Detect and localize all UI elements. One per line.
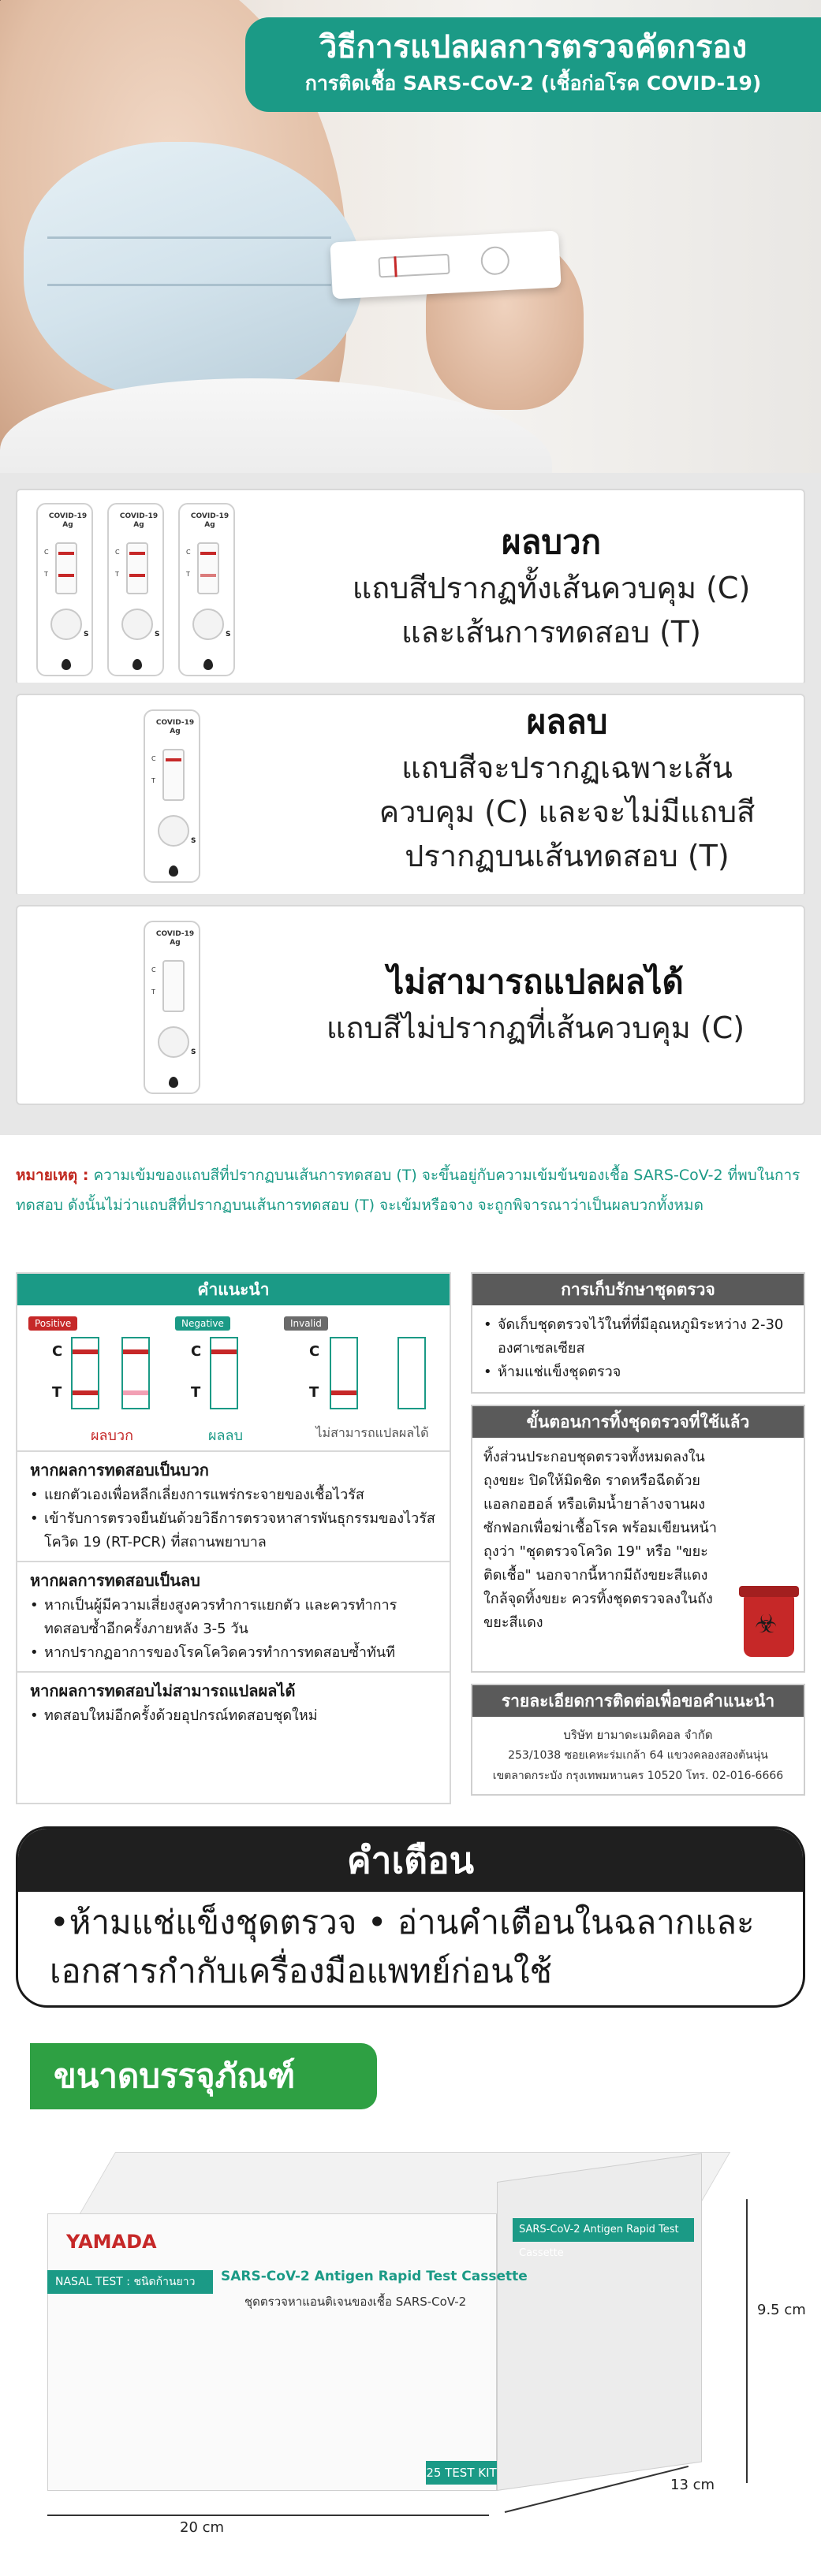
- strip-positive: [71, 1337, 99, 1409]
- negative-advice: [17, 1562, 450, 1673]
- negative-text: [346, 698, 788, 878]
- cassette-window: [162, 960, 185, 1012]
- sample-well: [158, 815, 189, 847]
- storage-item: • จัดเก็บชุดตรวจไว้ในที่ที่มีอุณหภูมิระหว่าง 2-30 องศาเซลเซียส: [483, 1313, 793, 1361]
- drop-icon: [203, 659, 213, 670]
- control-line: [166, 758, 181, 761]
- control-line: [58, 552, 74, 555]
- result-panels: [16, 489, 805, 1113]
- s-mark: S: [84, 631, 89, 638]
- t-mark: T: [44, 571, 48, 578]
- warning-heading: คำเตือน: [18, 1829, 803, 1892]
- storage-box: [471, 1272, 805, 1394]
- c-mark: C: [115, 549, 120, 556]
- storage-item: • ห้ามแช่แข็งชุดตรวจ: [483, 1361, 793, 1384]
- cassette-window: [162, 749, 185, 801]
- width-dimension: 20 cm: [180, 2519, 225, 2536]
- c-mark: C: [52, 1343, 63, 1360]
- test-line: [58, 574, 74, 577]
- positive-line: แถบสีปรากฏทั้งเส้นควบคุม (C): [352, 571, 751, 605]
- negative-line: ปรากฏบนเส้นทดสอบ (T): [405, 839, 730, 873]
- cassette-positive-3: [178, 503, 235, 676]
- contact-box: [471, 1684, 805, 1796]
- control-line: [211, 1349, 237, 1354]
- cassette-label: COVID-19 Ag: [155, 930, 195, 947]
- negative-title: ผลลบ: [526, 702, 608, 741]
- advice-item: • หากเป็นผู้มีความเสี่ยงสูงควรทำการแยกตัว และควรทำการทดสอบซ้ำอีกครั้งภายหลัง 3-5 วัน: [30, 1594, 437, 1641]
- sample-well: [50, 609, 82, 640]
- advice-title: หากผลการทดสอบเป็นบวก: [30, 1461, 209, 1480]
- negative-line: แถบสีจะปรากฏเฉพาะเส้น: [401, 750, 733, 785]
- depth-dimension: 13 cm: [670, 2477, 715, 2493]
- width-dimension-line: [47, 2515, 489, 2516]
- warning-line: •ห้ามแช่แข็งชุดตรวจ • อ่านคำเตือนในฉลากและ: [50, 1903, 755, 1941]
- warning-body: [18, 1892, 803, 2002]
- positive-tag: Positive: [28, 1316, 77, 1331]
- cassette-window: [126, 542, 148, 594]
- positive-label: ผลบวก: [90, 1428, 133, 1444]
- invalid-text: [283, 959, 788, 1050]
- cassette-positive-1: [36, 503, 93, 676]
- invalid-title: ไม่สามารถแปลผลได้: [387, 962, 684, 1001]
- note-prefix: หมายเหตุ :: [16, 1167, 89, 1184]
- guide-box: [16, 1272, 451, 1804]
- company-name: บริษัท ยามาดะเมดิคอล จำกัด: [563, 1728, 713, 1742]
- mask-fold: [47, 284, 331, 286]
- strip-positive-faint: [121, 1337, 150, 1409]
- test-line: [200, 574, 216, 577]
- nasal-badge: NASAL TEST : ชนิดก้านยาว: [47, 2270, 213, 2294]
- positive-title: ผลบวก: [501, 523, 602, 561]
- cassette-window: [197, 542, 219, 594]
- disposal-text: ทิ้งส่วนประกอบชุดตรวจทั้งหมดลงในถุงขยะ ปิดให้มิดชิด ราดหรือฉีดด้วยแอลกอฮอล์ หรือเติมน้ำยาล้างจานผงซักฟอกเพื่อฆ่าเชื้อโรค พร้อมเขียนหน้าถุงว่า "ชุดตรวจโควิด 19" หรือ "ขยะติดเชื้อ" นอกจากนี้หากมีถังขยะสีแดงใกล้จุดทิ้งขยะ ควรทิ้งชุดตรวจลงในถังขยะสีแดง: [483, 1449, 717, 1631]
- invalid-panel: [16, 905, 805, 1105]
- height-dimension-line: [746, 2199, 748, 2483]
- positive-line: และเส้นการทดสอบ (T): [401, 615, 701, 650]
- c-mark: C: [309, 1343, 320, 1360]
- positive-text: [315, 519, 788, 654]
- advice-item: • หากปรากฏอาการของโรคโควิดควรทำการทดสอบซ้ำทันที: [30, 1641, 437, 1665]
- t-mark: T: [151, 777, 155, 784]
- negative-tag: Negative: [175, 1316, 230, 1331]
- product-subtitle: ชุดตรวจหาแอนติเจนของเชื้อ SARS-CoV-2: [244, 2295, 467, 2309]
- s-mark: S: [226, 631, 231, 638]
- test-count-badge: 25 TEST KIT: [426, 2461, 497, 2485]
- c-mark: C: [151, 966, 156, 973]
- t-mark: T: [151, 988, 155, 996]
- control-line: [129, 552, 145, 555]
- test-line: [73, 1390, 98, 1395]
- package-box: [47, 2152, 726, 2491]
- box-front: [47, 2213, 497, 2491]
- s-mark: S: [191, 837, 196, 845]
- height-dimension: 9.5 cm: [757, 2302, 806, 2318]
- mask-fold: [47, 236, 331, 239]
- warning-line: เอกสารกำกับเครื่องมือแพทย์ก่อนใช้: [50, 1952, 552, 1990]
- contact-heading: รายละเอียดการติดต่อเพื่อขอคำแนะนำ: [472, 1685, 804, 1717]
- box-side: [497, 2153, 702, 2491]
- invalid-line: แถบสีไม่ปรากฏที่เส้นควบคุม (C): [326, 1011, 745, 1045]
- strip-invalid-2: [397, 1337, 426, 1409]
- t-mark: T: [191, 1384, 201, 1401]
- cassette-label: COVID-19 Ag: [48, 512, 88, 529]
- cassette-window: [55, 542, 77, 594]
- strip-negative: [210, 1337, 238, 1409]
- test-line: [331, 1390, 356, 1395]
- c-mark: C: [44, 549, 49, 556]
- page-subtitle: การติดเชื้อ SARS-CoV-2 (เชื้อก่อโรค COVID-19): [304, 72, 762, 95]
- s-mark: S: [191, 1048, 196, 1056]
- t-mark: T: [115, 571, 119, 578]
- drop-icon: [169, 865, 178, 877]
- sample-well: [121, 609, 153, 640]
- advice-item: • แยกตัวเองเพื่อหลีกเลี่ยงการแพร่กระจายของเชื้อไวรัส: [30, 1483, 437, 1507]
- contact-body: [472, 1717, 804, 1794]
- positive-advice: [17, 1452, 450, 1562]
- cassette-well: [480, 246, 510, 276]
- title-banner: [245, 17, 821, 112]
- s-mark: S: [155, 631, 160, 638]
- invalid-advice: [17, 1673, 450, 1734]
- cassette-invalid: [144, 921, 200, 1094]
- sample-well: [158, 1026, 189, 1058]
- package-heading: ขนาดบรรจุภัณฑ์: [30, 2043, 377, 2109]
- guide-diagram: [17, 1305, 450, 1452]
- sample-well: [192, 609, 224, 640]
- cassette-positive-2: [107, 503, 164, 676]
- drop-icon: [132, 659, 142, 670]
- control-line: [73, 1349, 98, 1354]
- control-line: [123, 1349, 148, 1354]
- advice-title: หากผลการทดสอบเป็นลบ: [30, 1571, 200, 1590]
- control-line: [200, 552, 216, 555]
- hero-cassette: [330, 230, 561, 299]
- test-line: [123, 1390, 148, 1395]
- cassette-label: COVID-19 Ag: [155, 719, 195, 735]
- test-line: [129, 574, 145, 577]
- red-bin-icon: ☣: [744, 1595, 794, 1657]
- c-mark: C: [191, 1343, 202, 1360]
- disposal-heading: ขั้นตอนการทิ้งชุดตรวจที่ใช้แล้ว: [472, 1406, 804, 1438]
- cassette-label: COVID-19 Ag: [190, 512, 230, 529]
- address-line: เขตลาดกระบัง กรุงเทพมหานคร 10520 โทร. 02-016-6666: [492, 1770, 784, 1782]
- advice-title: หากผลการทดสอบไม่สามารถแปลผลได้: [30, 1681, 296, 1700]
- guide-heading: คำแนะนำ: [17, 1274, 450, 1305]
- positive-panel: [16, 489, 805, 686]
- product-title: SARS-CoV-2 Antigen Rapid Test Cassette: [221, 2269, 528, 2284]
- note-text: [16, 1160, 812, 1220]
- side-product-title: SARS-CoV-2 Antigen Rapid Test Cassette: [513, 2218, 694, 2242]
- invalid-tag: Invalid: [284, 1316, 328, 1331]
- address-line: 253/1038 ซอยเคหะร่มเกล้า 64 แขวงคลองสองต้นนุ่น: [508, 1749, 768, 1762]
- drop-icon: [62, 659, 71, 670]
- invalid-label: ไม่สามารถแปลผลได้: [315, 1425, 429, 1440]
- t-mark: T: [52, 1384, 62, 1401]
- strip-invalid-1: [330, 1337, 358, 1409]
- negative-line: ควบคุม (C) และจะไม่มีแถบสี: [379, 795, 756, 829]
- advice-item: • เข้ารับการตรวจยืนยันด้วยวิธีการตรวจหาสารพันธุกรรมของไวรัสโควิด 19 (RT-PCR) ที่สถานพยาบาล: [30, 1507, 437, 1554]
- note-body: ความเข้มของแถบสีที่ปรากฏบนเส้นการทดสอบ (T) จะขึ้นอยู่กับความเข้มข้นของเชื้อ SARS-CoV-2 ที่พบในการทดสอบ ดังนั้นไม่ว่าแถบสีที่ปรากฏบนเส้นการทดสอบ (T) จะเข้มหรือจาง จะถูกพิจารณาว่าเป็นผลบวกทั้งหมด: [16, 1167, 800, 1214]
- advice-item: • ทดสอบใหม่อีกครั้งด้วยอุปกรณ์ทดสอบชุดใหม่: [30, 1704, 437, 1728]
- storage-heading: การเก็บรักษาชุดตรวจ: [472, 1274, 804, 1305]
- disposal-body: [472, 1438, 804, 1671]
- cassette-label: COVID-19 Ag: [119, 512, 159, 529]
- brand-logo: YAMADA: [66, 2231, 157, 2253]
- page-title: วิธีการแปลผลการตรวจคัดกรอง: [319, 29, 748, 65]
- hero-photo: [0, 0, 821, 489]
- disposal-box: [471, 1405, 805, 1673]
- c-mark: C: [186, 549, 191, 556]
- cassette-window: [378, 254, 450, 278]
- cassette-negative: [144, 709, 200, 883]
- t-mark: T: [309, 1384, 319, 1401]
- warning-box: [16, 1826, 805, 2008]
- t-mark: T: [186, 571, 190, 578]
- right-column: [471, 1272, 805, 1807]
- negative-panel: [16, 694, 805, 897]
- negative-label: ผลลบ: [207, 1428, 244, 1444]
- c-mark: C: [151, 755, 156, 762]
- drop-icon: [169, 1077, 178, 1088]
